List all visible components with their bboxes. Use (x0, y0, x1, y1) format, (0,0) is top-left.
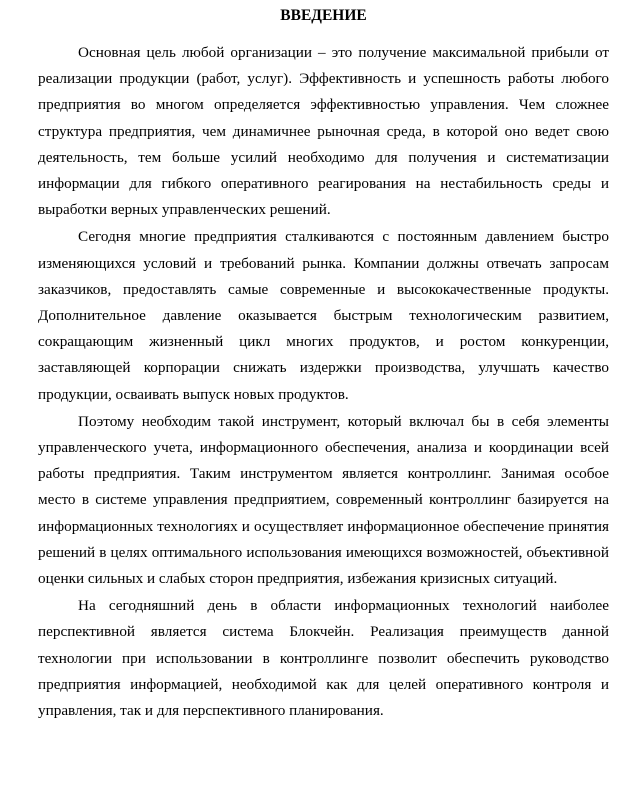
paragraph-1: Основная цель любой организации – это получение максимальной прибыли от реализации продукции (работ, услуг). Эффективность и успешность работы любого предприятия во многом определяется эффективностью управления. Чем сложнее структура предприятия, чем динамичнее рыночная среда, в которой оно ведет свою деятельность, тем больше усилий необходимо для получения и систематизации информации для гибкого оперативного реагирования на нестабильность среды и выработки верных управленческих решений. (38, 44, 609, 219)
paragraph-4: На сегодняшний день в области информационных технологий наиболее перспективной является система Блокчейн. Реализация преимуществ данной технологии при использовании в контроллинге позволит обеспечить руководство предприятия информацией, необходимой как для целей оперативного контроля и управления, так и для перспективного планирования. (38, 597, 609, 720)
paragraph-3: Поэтому необходим такой инструмент, который включал бы в себя элементы управленческого учета, информационного обеспечения, анализа и координации всей работы предприятия. Таким инструментом является контроллинг. Занимая особое место в системе управления предприятием, современный контроллинг базируется на информационных технологиях и осуществляет информационное обеспечение принятия решений в целях оптимального использования имеющихся возможностей, объективной оценки сильных и слабых сторон предприятия, избежания кризисных ситуаций. (38, 412, 609, 588)
document-page (38, 6, 609, 725)
paragraph-2: Сегодня многие предприятия сталкиваются с постоянным давлением быстро изменяющихся условий и требований рынка. Компании должны отвечать запросам заказчиков, предоставлять самые современные и высококачественные продукты. Дополнительное давление оказывается быстрым технологическим развитием, сокращающим жизненный цикл многих продуктов, и ростом конкуренции, заставляющей корпорации снижать издержки производства, улучшать качество продукции, осваивать выпуск новых продуктов. (38, 228, 609, 403)
page-title: ВВЕДЕНИЕ (280, 7, 367, 24)
